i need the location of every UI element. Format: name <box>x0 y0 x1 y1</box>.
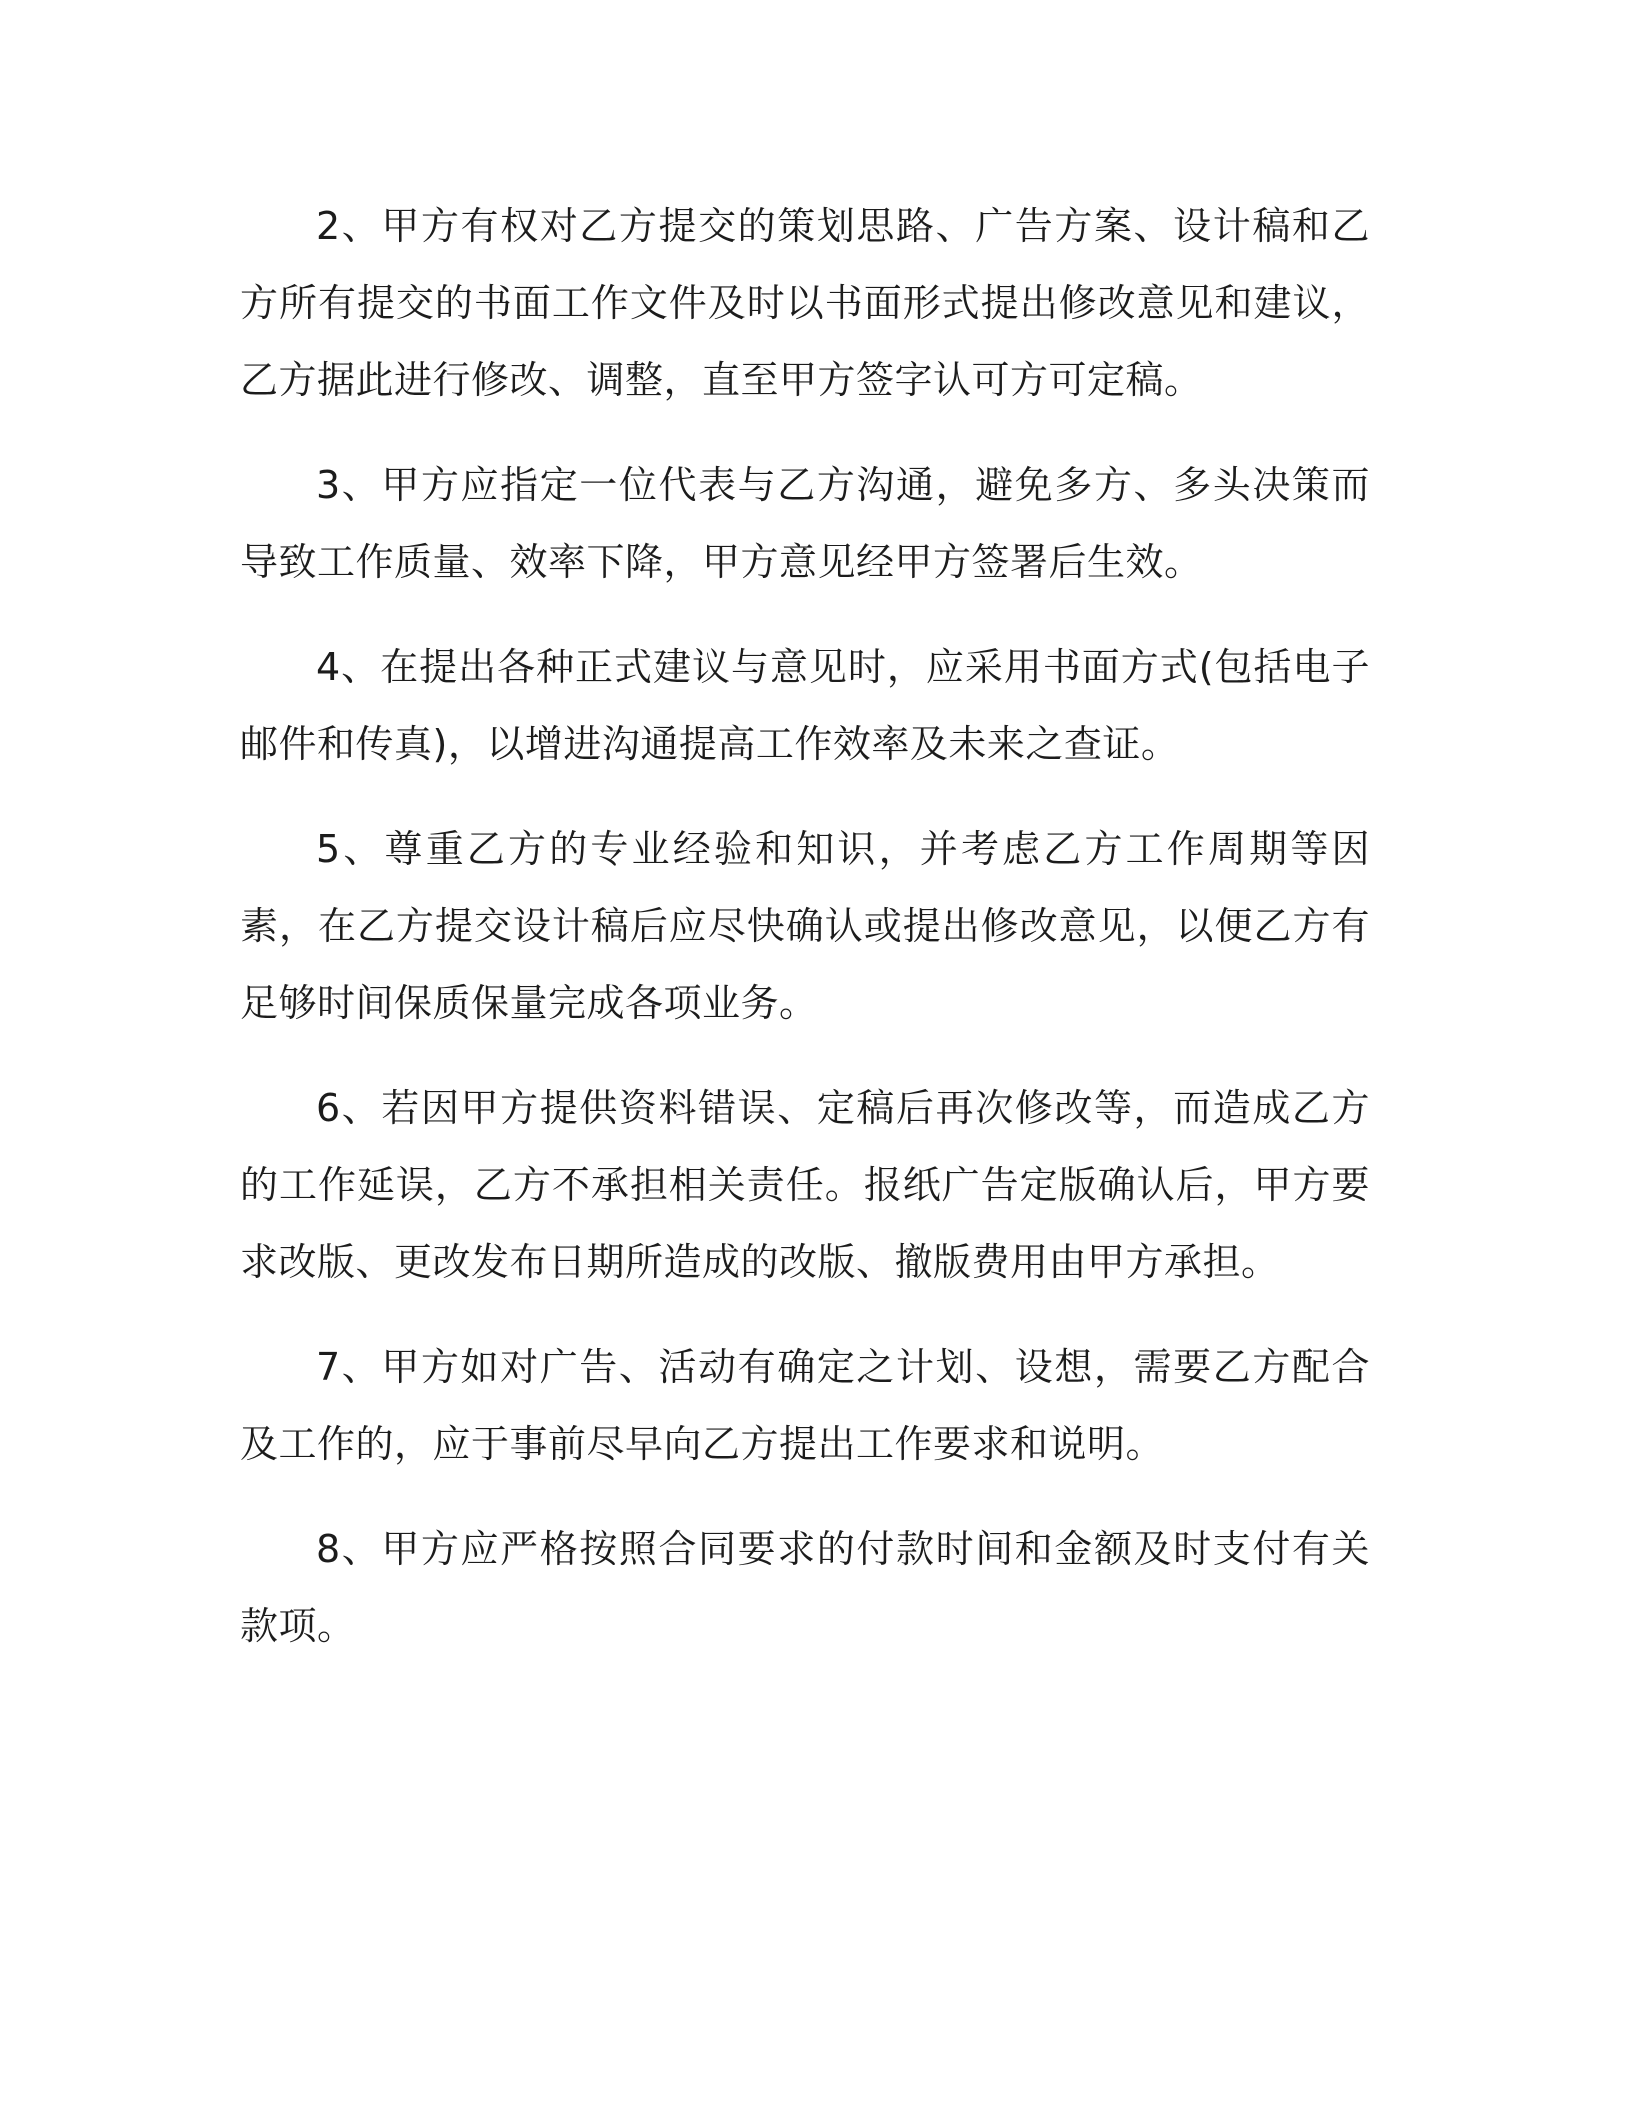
clause-7: 7、甲方如对广告、活动有确定之计划、设想，需要乙方配合及工作的，应于事前尽早向乙方提出工作要求和说明。 <box>240 1345 1370 1466</box>
clause-8: 8、甲方应严格按照合同要求的付款时间和金额及时支付有关款项。 <box>240 1527 1370 1648</box>
clause-3: 3、甲方应指定一位代表与乙方沟通，避免多方、多头决策而导致工作质量、效率下降，甲方意见经甲方签署后生效。 <box>240 463 1370 584</box>
clause-4: 4、在提出各种正式建议与意见时，应采用书面方式(包括电子邮件和传真)，以增进沟通提高工作效率及未来之查证。 <box>240 645 1370 766</box>
clause-6: 6、若因甲方提供资料错误、定稿后再次修改等，而造成乙方的工作延误，乙方不承担相关责任。报纸广告定版确认后，甲方要求改版、更改发布日期所造成的改版、撤版费用由甲方承担。 <box>240 1086 1370 1284</box>
clause-2: 2、甲方有权对乙方提交的策划思路、广告方案、设计稿和乙方所有提交的书面工作文件及时以书面形式提出修改意见和建议，乙方据此进行修改、调整，直至甲方签字认可方可定稿。 <box>240 204 1370 402</box>
document-body <box>240 188 1370 1665</box>
clause-5: 5、尊重乙方的专业经验和知识，并考虑乙方工作周期等因素，在乙方提交设计稿后应尽快确认或提出修改意见，以便乙方有足够时间保质保量完成各项业务。 <box>240 827 1370 1025</box>
